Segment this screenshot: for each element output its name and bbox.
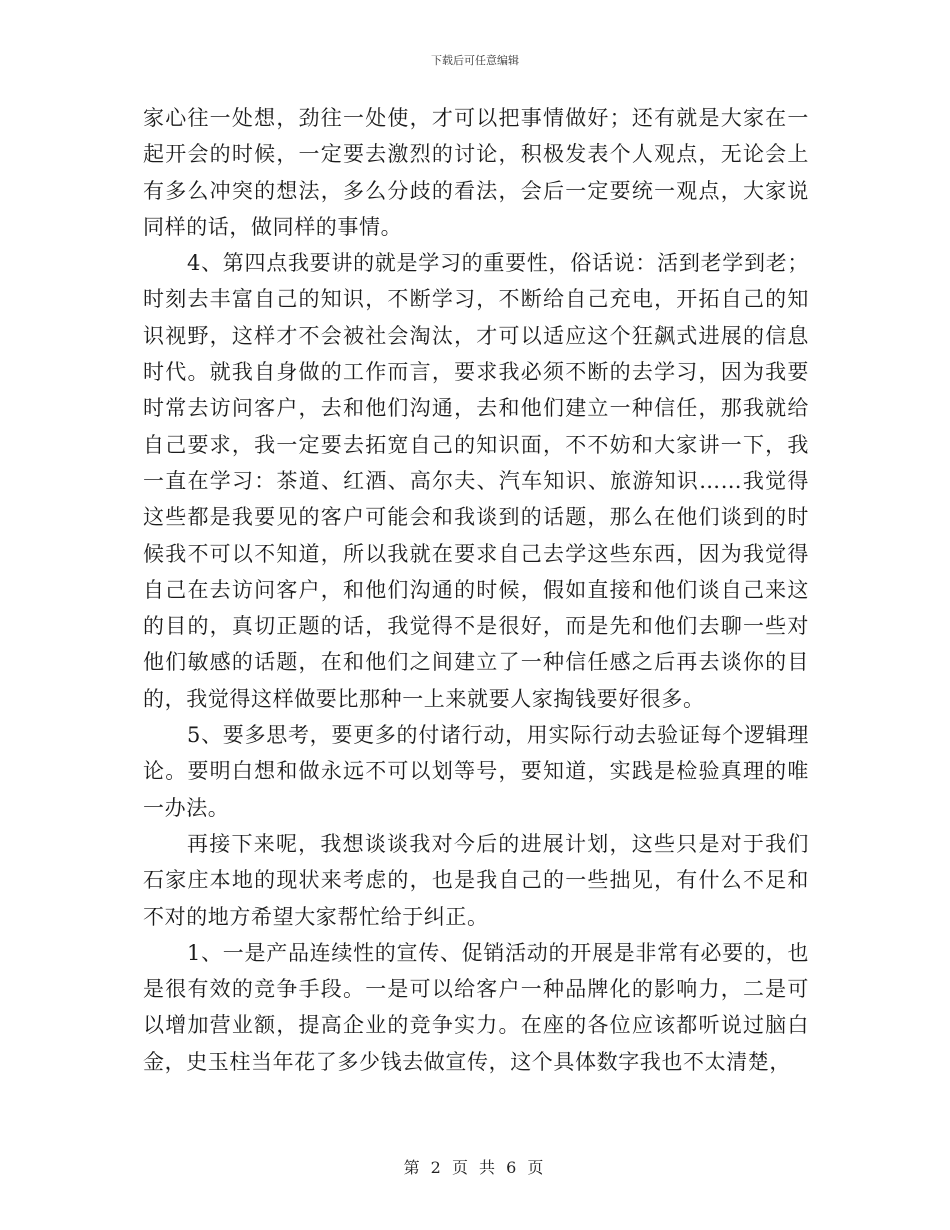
paragraph-point-5: 5、要多思考，要更多的付诸行动，用实际行动去验证每个逻辑理论。要明白想和做永远不可以划等号，要知道，实践是检验真理的唯一办法。: [143, 723, 809, 820]
paragraph-continuation: 家心往一处想，劲往一处使，才可以把事情做好；还有就是大家在一起开会的时候，一定要去激烈的讨论，积极发表个人观点，无论会上有多么冲突的想法，多么分歧的看法，会后一定要统一观点，大家说同样的话，做同样的事情。: [143, 106, 809, 239]
page-number: 第 2 页 共 6 页: [403, 1158, 547, 1177]
paragraph-plan-1: 1、一是产品连续性的宣传、促销活动的开展是非常有必要的，也是很有效的竞争手段。一是可以给客户一种品牌化的影响力，二是可以增加营业额，提高企业的竞争实力。在座的各位应该都听说过脑白金，史玉柱当年花了多少钱去做宣传，这个具体数字我也不太清楚，: [143, 940, 809, 1074]
document-body: [143, 100, 809, 1080]
page-header: 下载后可任意编辑: [431, 54, 519, 67]
paragraph-plan-intro: 再接下来呢，我想谈谈我对今后的进展计划，这些只是对于我们石家庄本地的现状来考虑的，也是我自己的一些拙见，有什么不足和不对的地方希望大家帮忙给于纠正。: [143, 831, 809, 929]
paragraph-point-4: 4、第四点我要讲的就是学习的重要性，俗话说：活到老学到老；时刻去丰富自己的知识，不断学习，不断给自己充电，开拓自己的知识视野，这样才不会被社会淘汰，才可以适应这个狂飙式进展的信息时代。就我自身做的工作而言，要求我必须不断的去学习，因为我要时常去访问客户，去和他们沟通，去和他们建立一种信任，那我就给自己要求，我一定要去拓宽自己的知识面，不不妨和大家讲一下，我一直在学习：茶道、红酒、高尔夫、汽车知识、旅游知识……我觉得这些都是我要见的客户可能会和我谈到的话题，那么在他们谈到的时候我不可以不知道，所以我就在要求自己去学这些东西，因为我觉得自己在去访问客户，和他们沟通的时候，假如直接和他们谈自己来这的目的，真切正题的话，我觉得不是很好，而是先和他们去聊一些对他们敏感的话题，在和他们之间建立了一种信任感之后再去谈你的目的，我觉得这样做要比那种一上来就要人家掏钱要好很多。: [143, 251, 809, 711]
